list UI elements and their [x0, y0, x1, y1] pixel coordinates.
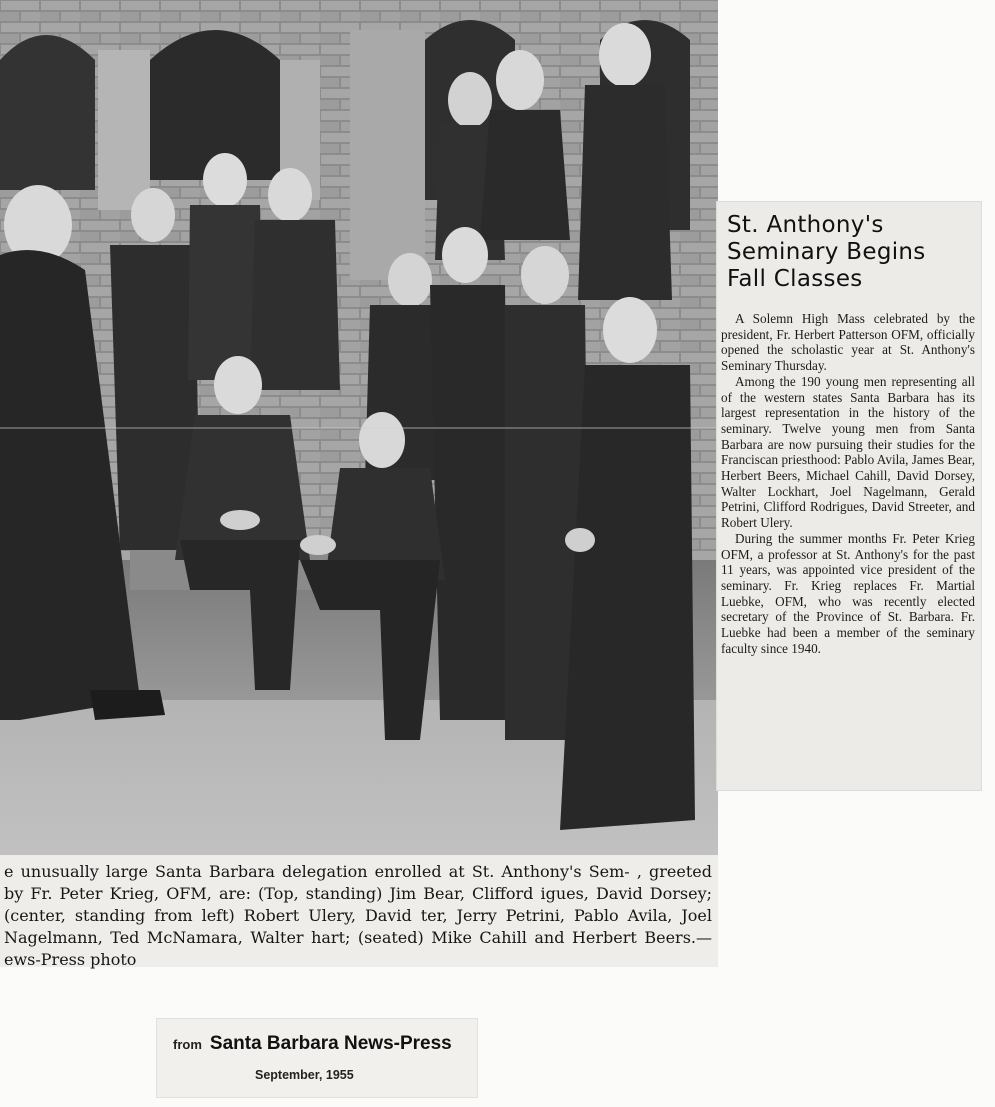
article-headline	[727, 212, 981, 293]
source-from: from	[173, 1037, 202, 1052]
source-label	[156, 1018, 478, 1098]
article-paragraph: Among the 190 young men representing all of the western states Santa Barbara has its largest representation in the history of the seminary. Twelve young men from Santa Barbara are now pursuing their studies for the Franciscan priesthood: Pablo Avila, James Bear, Herbert Beers, Michael Cahill, David Dorsey, Walter Lockhart, Joel Nagelmann, Gerald Petrini, Clifford Rodrigues, David Streeter, and Robert Ulery.	[721, 373, 975, 531]
headline-line: Seminary Begins	[727, 239, 926, 265]
caption-text: e unusually large Santa Barbara delegation enrolled at St. Anthony's Sem- , greeted by Fr. Peter Krieg, OFM, are: (Top, standing) Jim Bear, Clifford igues, David Dorsey; (center, standing from left) Robert Ulery, David ter, Jerry Petrini, Pablo Avila, Joel Nagelmann, Ted McNamara, Walter hart; (seated) Mike Cahill and Herbert Beers.— ews-Press photo	[4, 862, 712, 969]
source-publication: Santa Barbara News-Press	[209, 1033, 452, 1054]
headline-line: St. Anthony's	[727, 212, 884, 238]
article-body	[721, 311, 975, 656]
article-clipping	[717, 202, 981, 790]
source-date: September, 1955	[255, 1068, 354, 1082]
source-line	[173, 1033, 452, 1055]
photo-caption	[0, 855, 718, 967]
article-paragraph: During the summer months Fr. Peter Krieg OFM, a professor at St. Anthony's for the past 11 years, was appointed vice president of the seminary. Fr. Krieg replaces Fr. Martial Luebke, OFM, who was recently elected secretary of the Province of St. Barbara. Fr. Luebke had been a member of the seminary faculty since 1940.	[721, 530, 975, 656]
article-paragraph: A Solemn High Mass celebrated by the president, Fr. Herbert Patterson OFM, officially opened the scholastic year at St. Anthony's Seminary Thursday.	[721, 311, 975, 374]
headline-line: Fall Classes	[727, 266, 863, 292]
